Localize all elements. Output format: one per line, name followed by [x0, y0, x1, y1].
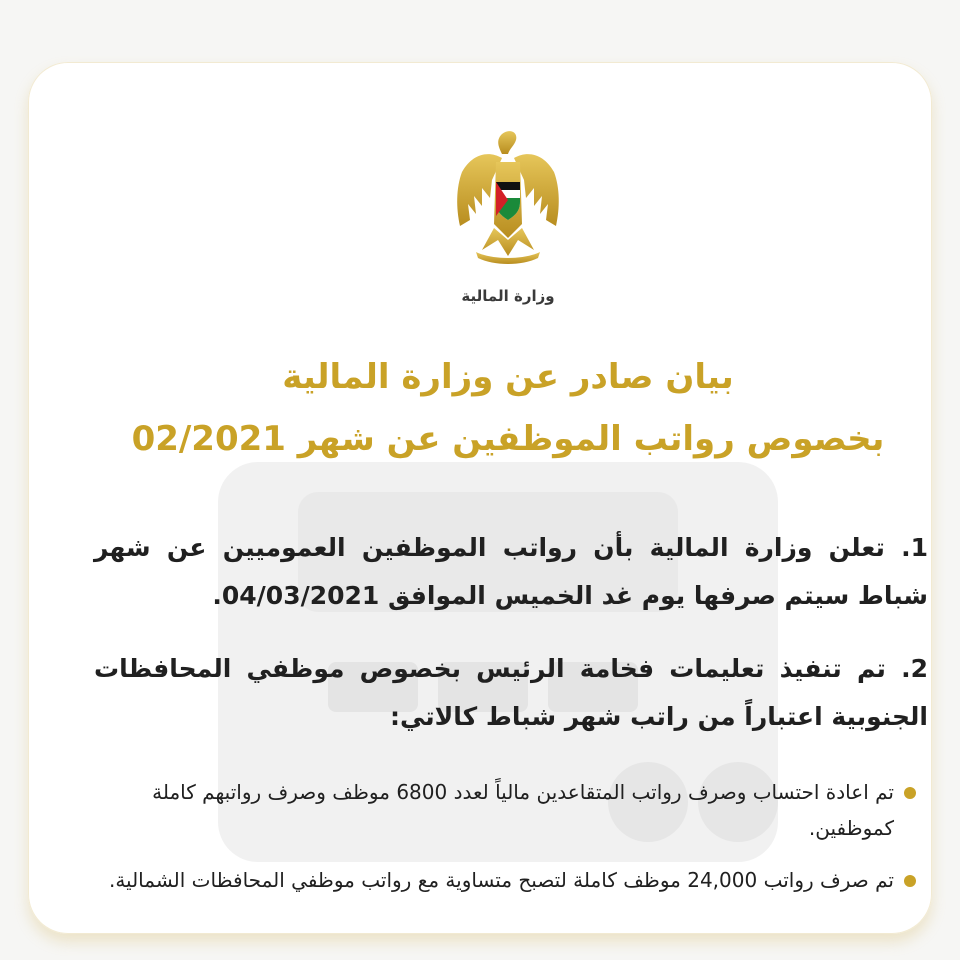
statement-title-line-1: بيان صادر عن وزارة المالية: [282, 357, 734, 397]
bullet-item-2: تم صرف رواتب 24,000 موظف كاملة لتصبح متساوية مع رواتب موظفي المحافظات الشمالية.: [108, 868, 894, 892]
statement-item-1: 1. تعلن وزارة المالية بأن رواتب الموظفين العموميين عن شهر شباط سيتم صرفها يوم غد الخميس الموافق 04/03/2021.: [94, 533, 928, 610]
statement-item-2: 2. تم تنفيذ تعليمات فخامة الرئيس بخصوص موظفي المحافظات الجنوبية اعتباراً من راتب شهر شباط كالاتي:: [94, 654, 928, 731]
palestinian-eagle-emblem-icon: [452, 128, 564, 268]
ministry-name: وزارة المالية: [461, 287, 555, 305]
statement-title-line-2: بخصوص رواتب الموظفين عن شهر 02/2021: [131, 419, 885, 459]
bullet-dot-icon: [904, 875, 916, 887]
bullet-dot-icon: [904, 787, 916, 799]
statement-card: [28, 62, 932, 934]
bullet-item-1: تم اعادة احتساب وصرف رواتب المتقاعدين مالياً لعدد 6800 موظف وصرف رواتبهم كاملة كموظفين.: [152, 780, 894, 840]
